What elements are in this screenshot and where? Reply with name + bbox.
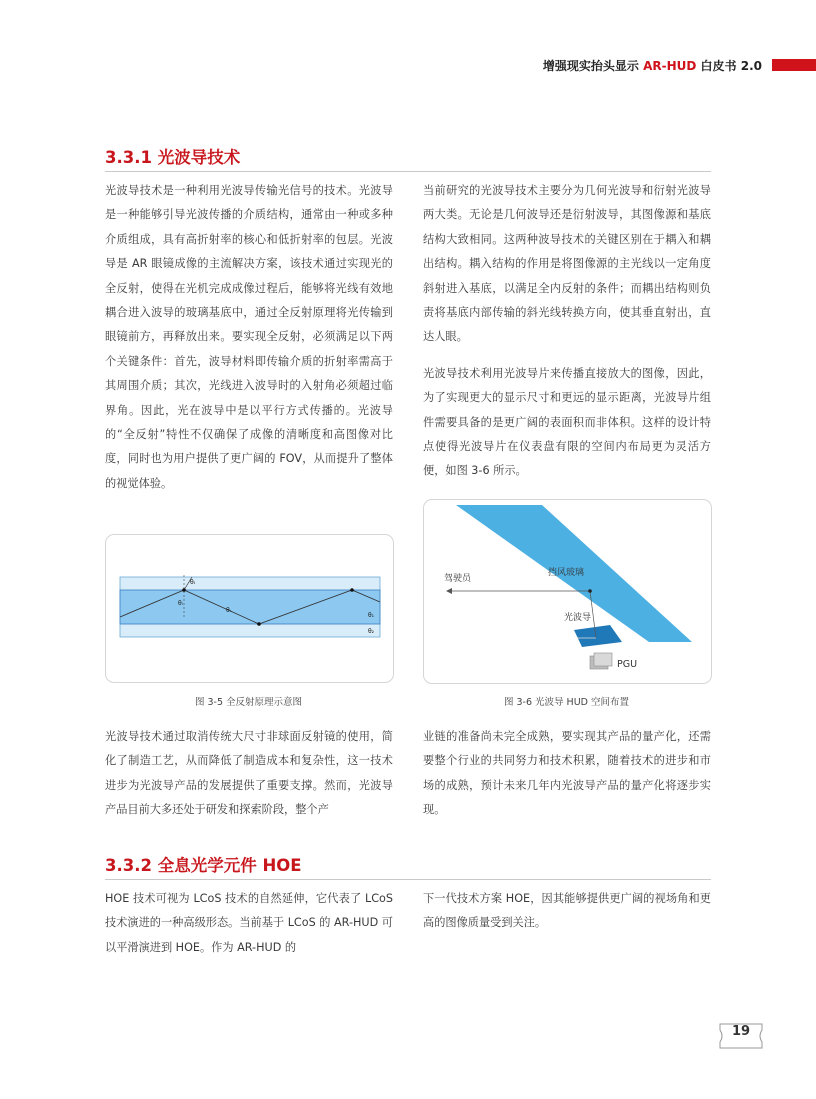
paragraph: 当前研究的光波导技术主要分为几何光波导和衍射光波导两大类。无论是几何波导还是衍射波导，其图像源和基底结构大致相同。这两种波导技术的关键区别在于耦入和耦出结构。耦入结构的作用是将图像源的主光线以一定角度斜射进入基底，以满足全内反射的条件；而耦出结构则负责将基底内部传输的斜光线转换方向，使其垂直射出，直达人眼。 — [423, 184, 711, 344]
header-title-suffix: 白皮书 2.0 — [696, 58, 762, 73]
paragraph: 光波导技术利用光波导片来传播直接放大的图像，因此，为了实现更大的显示尺寸和更远的显示距离，光波导片组件需要具备的是更广阔的表面积而非体积。这样的设计特点使得光波导片在仪表盘有限的空间内布局更为灵活方便，如图 3-6 所示。 — [423, 366, 711, 478]
section2-right-column — [423, 887, 711, 936]
section-rule — [105, 879, 711, 880]
label-pgu: PGU — [617, 659, 638, 670]
section-rule — [105, 171, 711, 172]
header-title — [543, 57, 762, 74]
label-driver: 驾驶员 — [444, 574, 472, 584]
paragraph: 业链的准备尚未完全成熟，要实现其产品的量产化，还需要整个行业的共同努力和技术积累，随着技术的进步和市场的成熟，预计未来几年内光波导产品的量产化将逐步实现。 — [423, 730, 711, 817]
figure-3-6-caption: 图 3-6 光波导 HUD 空间布置 — [503, 697, 629, 708]
section2-left-column — [105, 887, 393, 960]
header-title-prefix: 增强现实抬头显示 — [542, 58, 644, 73]
section1-bottom-right — [423, 725, 711, 823]
section1-right-column — [423, 179, 711, 484]
hud-layout-diagram — [424, 500, 711, 683]
waveguide-core — [120, 590, 380, 624]
reflection-point — [182, 588, 186, 592]
label-theta-2: θ₂ — [368, 628, 375, 635]
paragraph: 光波导技术通过取消传统大尺寸非球面反射镜的使用，简化了制造工艺，从而降低了制造成本和复杂性，这一技术进步为光波导产品的发展提供了重要支撑。然而，光波导产品目前大多还处于研发和探索阶段，整个产 — [105, 730, 393, 817]
paragraph: HOE 技术可视为 LCoS 技术的自然延伸，它代表了 LCoS 技术演进的一种高级形态。当前基于 LCoS 的 AR-HUD 可以平滑演进到 HOE。作为 AR-HUD 的 — [105, 892, 393, 954]
windshield-point — [588, 589, 592, 593]
section-title-3-3-1: 3.3.1 光波导技术 — [105, 148, 241, 167]
paragraph: 下一代技术方案 HOE，因其能够提供更广阔的视场角和更高的图像质量受到关注。 — [423, 892, 711, 930]
arrow-to-driver — [446, 588, 452, 594]
label-theta-r: θᵣ — [226, 607, 232, 614]
header-title-highlight: AR-HUD — [643, 58, 697, 73]
section1-left-column — [105, 179, 393, 496]
label-theta-t: θₜ — [190, 579, 196, 586]
page-number: 19 — [731, 1024, 751, 1039]
label-waveguide: 光波导 — [564, 613, 592, 623]
figure-3-5-caption: 图 3-5 全反射原理示意图 — [194, 697, 303, 708]
figure-3-6-hud-layout — [423, 499, 712, 684]
paragraph: 光波导技术是一种利用光波导传输光信号的技术。光波导是一种能够引导光波传播的介质结构，通常由一种或多种介质组成，具有高折射率的核心和低折射率的包层。光波导是 AR 眼镜成像的主流解决方案，该技术通过实现光的全反射，使得在光机完成成像过程后，能够将光线有效地耦合进入波导的玻璃基底中，通过全反射原理将光传输到眼镜前方，再释放出来。要实现全反射，必须满足以下两个关键条件：首先，波导材料即传输介质的折射率需高于其周围介质；其次，光线进入波导时的入射角必须超过临界角。因此，光在波导中是以平行方式传播的。光波导的“全反射”特性不仅确保了成像的清晰度和高图像对比度，同时也为用户提供了更广阔的 FOV，从而提升了整体的视觉体验。 — [105, 184, 393, 490]
pgu-box-top — [594, 653, 612, 666]
reflection-point — [257, 622, 261, 626]
figure-3-5-total-reflection — [105, 534, 394, 683]
label-theta-1: θ₁ — [368, 612, 375, 619]
running-header — [543, 54, 816, 76]
section1-bottom-left — [105, 725, 393, 823]
waveguide-point — [574, 636, 577, 639]
waveguide-shape — [574, 625, 622, 647]
header-accent-bar — [772, 59, 816, 71]
total-reflection-diagram — [106, 535, 393, 682]
label-windshield: 挡风玻璃 — [548, 568, 585, 578]
section-title-3-3-2: 3.3.2 全息光学元件 HOE — [105, 856, 302, 875]
label-theta-i: θᵢ — [178, 600, 183, 607]
reflection-point — [350, 588, 354, 592]
